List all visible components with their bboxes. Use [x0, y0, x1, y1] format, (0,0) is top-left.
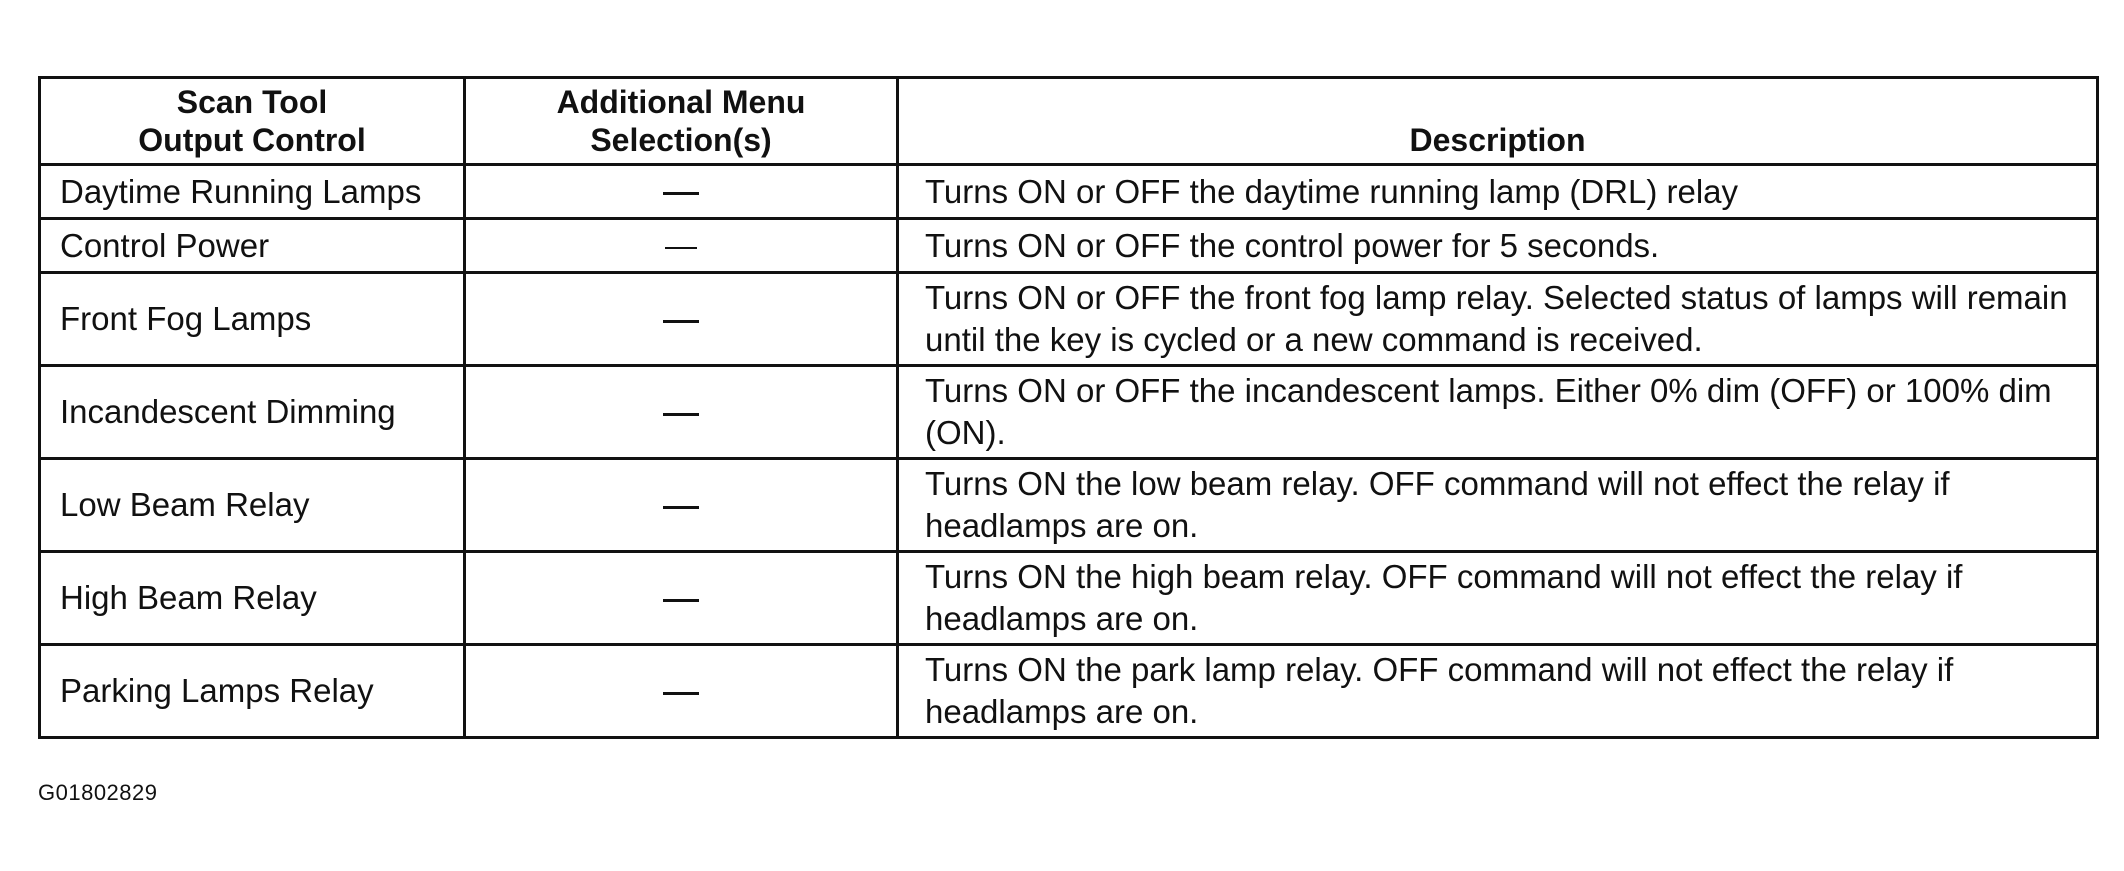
table-row: [40, 645, 2098, 738]
header-additional-menu-selections: [465, 78, 898, 165]
row-description: Turns ON the low beam relay. OFF command will not effect the relay if headlamps are on.: [898, 459, 2098, 552]
row-menu-selection: [465, 459, 898, 552]
row-description: Turns ON or OFF the control power for 5 seconds.: [898, 219, 2098, 273]
dash-mark: [663, 506, 699, 509]
header-description: Description: [898, 78, 2098, 165]
table-row: [40, 459, 2098, 552]
row-control-name: Parking Lamps Relay: [40, 645, 465, 738]
header-scan-tool-output-control: [40, 78, 465, 165]
dash-mark: [663, 692, 699, 695]
row-description: Turns ON or OFF the daytime running lamp (DRL) relay: [898, 165, 2098, 219]
row-control-name: Low Beam Relay: [40, 459, 465, 552]
row-menu-selection: [465, 273, 898, 366]
row-description: Turns ON or OFF the incandescent lamps. Either 0% dim (OFF) or 100% dim (ON).: [898, 366, 2098, 459]
dash-mark: [663, 413, 699, 416]
row-menu-selection: [465, 165, 898, 219]
dash-mark: [663, 192, 699, 195]
table-row: [40, 165, 2098, 219]
header-menu-line-2: Selection(s): [590, 122, 772, 158]
header-menu-line-1: Additional Menu: [556, 84, 806, 120]
row-description: Turns ON the high beam relay. OFF command will not effect the relay if headlamps are on.: [898, 552, 2098, 645]
row-menu-selection: [465, 645, 898, 738]
row-control-name: Control Power: [40, 219, 465, 273]
table-row: [40, 273, 2098, 366]
figure-id-label: G01802829: [38, 780, 158, 805]
dash-mark: [663, 599, 699, 602]
header-control-line-1: Scan Tool: [176, 84, 328, 120]
table-row: [40, 219, 2098, 273]
table-row: [40, 552, 2098, 645]
row-control-name: Incandescent Dimming: [40, 366, 465, 459]
row-menu-selection: [465, 366, 898, 459]
row-control-name: Daytime Running Lamps: [40, 165, 465, 219]
row-control-name: Front Fog Lamps: [40, 273, 465, 366]
dash-mark: [663, 320, 699, 323]
table-row: [40, 366, 2098, 459]
row-menu-selection: [465, 219, 898, 273]
output-control-table-container: [38, 76, 2096, 739]
row-menu-selection: [465, 552, 898, 645]
header-control-line-2: Output Control: [138, 122, 366, 158]
row-description: Turns ON or OFF the front fog lamp relay. Selected status of lamps will remain until the key is cycled or a new command is received.: [898, 273, 2098, 366]
dash-mark: [665, 247, 697, 249]
output-control-table: [38, 76, 2099, 739]
row-description: Turns ON the park lamp relay. OFF command will not effect the relay if headlamps are on.: [898, 645, 2098, 738]
row-control-name: High Beam Relay: [40, 552, 465, 645]
table-header-row: [40, 78, 2098, 165]
